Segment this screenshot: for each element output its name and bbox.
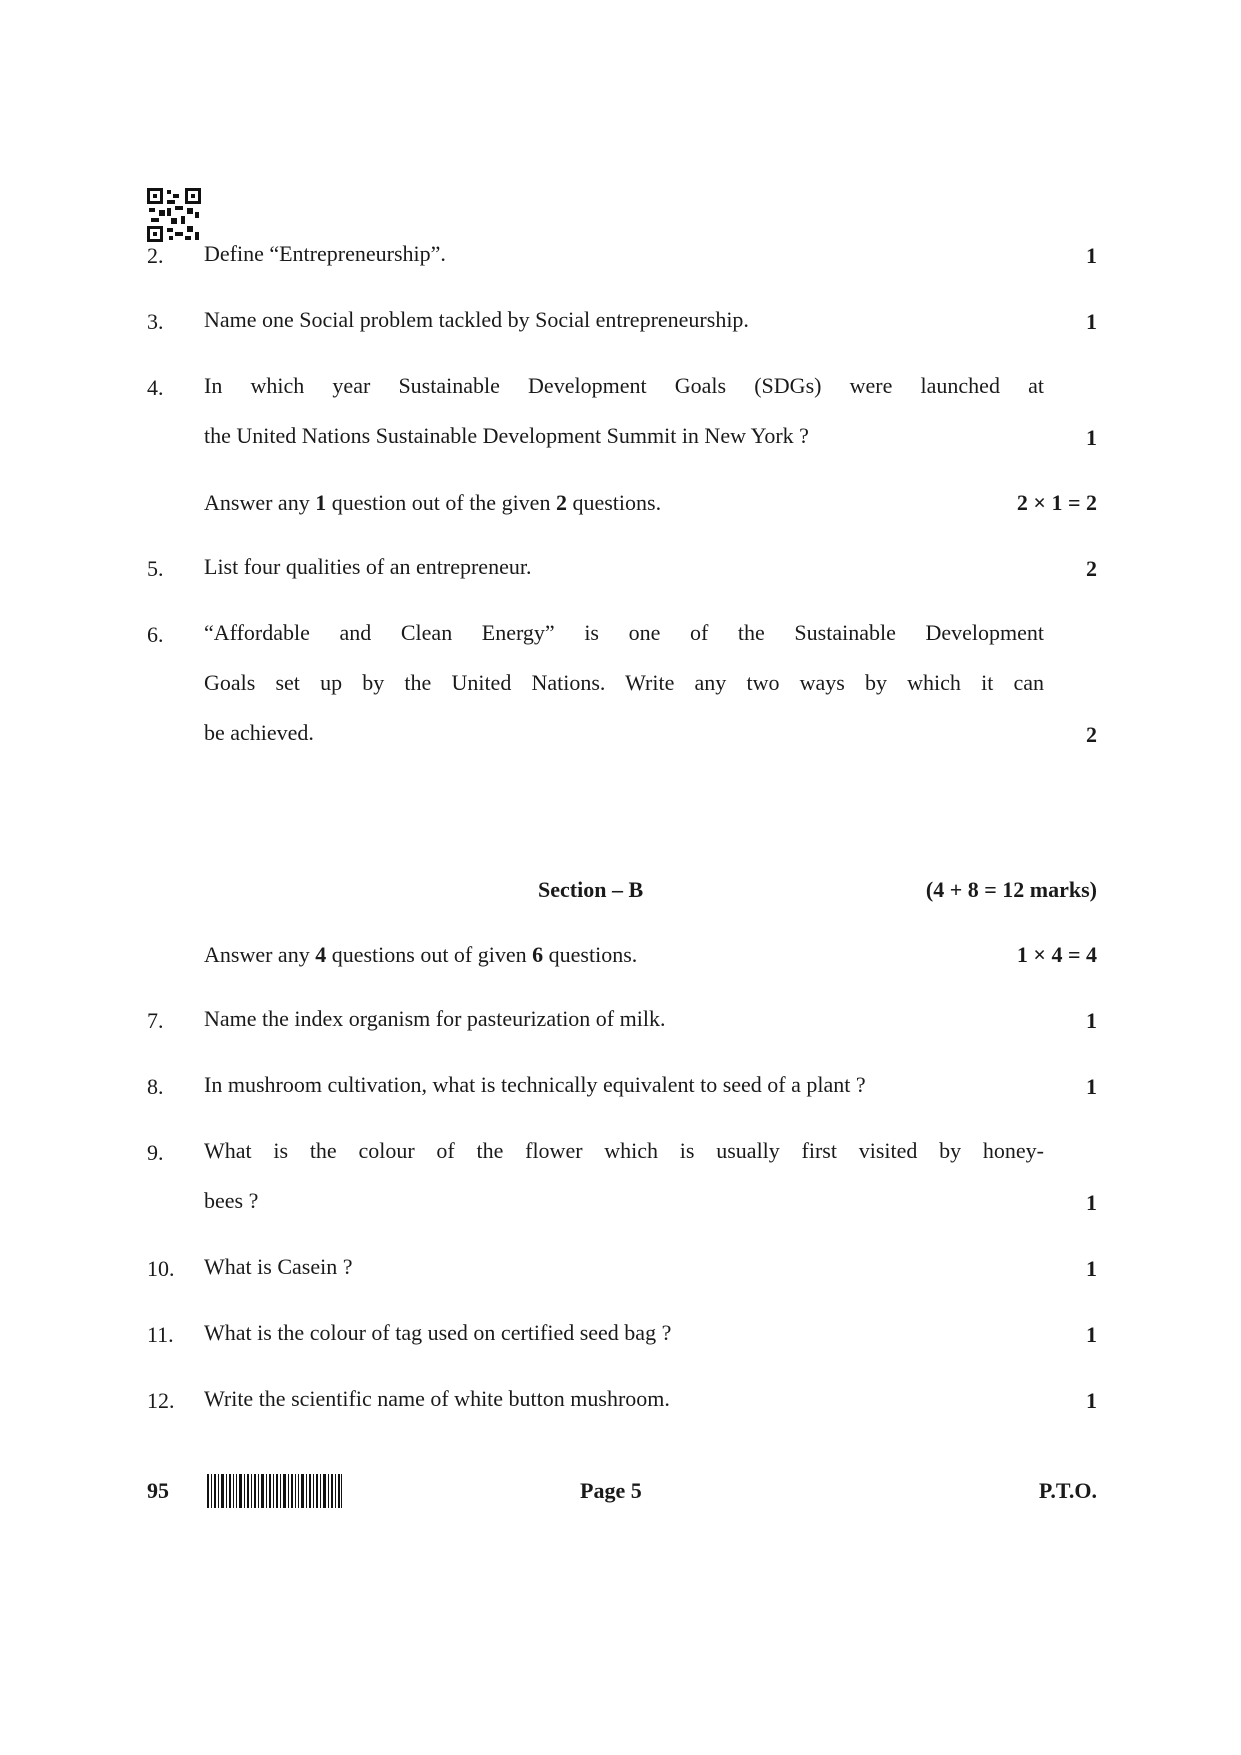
instruction-text: Answer any 4 questions out of given 6 questions.	[204, 942, 638, 967]
paper-code: 95	[147, 1478, 169, 1503]
question-text	[204, 1308, 1044, 1358]
barcode-icon	[207, 1474, 342, 1508]
question-line: What is the colour of tag used on certified seed bag ?	[204, 1320, 672, 1345]
question-line: the United Nations Sustainable Development Summit in New York ?	[204, 423, 809, 448]
question-marks: 1	[1086, 1322, 1097, 1347]
question-line: What is Casein ?	[204, 1254, 353, 1279]
question-line: Name the index organism for pasteurization of milk.	[204, 1006, 666, 1031]
question-line: be achieved.	[204, 720, 314, 745]
question-line: Write the scientific name of white button mushroom.	[204, 1386, 670, 1411]
question-text	[204, 994, 1044, 1044]
question-line: “Affordable and Clean Energy” is one of the Sustainable Development	[204, 620, 1044, 645]
question-marks: 1	[1086, 425, 1097, 450]
question-number: 9.	[147, 1140, 164, 1165]
question-marks: 1	[1086, 1008, 1097, 1033]
instruction-marks: 2 × 1 = 2	[1016, 490, 1097, 515]
question-line: In mushroom cultivation, what is technically equivalent to seed of a plant ?	[204, 1072, 866, 1097]
page-number: Page 5	[580, 1478, 642, 1503]
question-text	[204, 1126, 1044, 1226]
instruction-choice-a	[204, 490, 1097, 516]
question-number: 4.	[147, 375, 164, 400]
instruction-text: Answer any 1 question out of the given 2 questions.	[204, 490, 662, 515]
question-line: What is the colour of the flower which is usually first visited by honey-	[204, 1138, 1044, 1163]
question-text	[204, 295, 1044, 345]
question-marks: 1	[1086, 1388, 1097, 1413]
question-number: 2.	[147, 243, 164, 268]
question-marks: 1	[1086, 1190, 1097, 1215]
question-line: List four qualities of an entrepreneur.	[204, 554, 532, 579]
question-text	[204, 542, 1044, 592]
question-number: 12.	[147, 1388, 175, 1413]
question-number: 8.	[147, 1074, 164, 1099]
question-text	[204, 608, 1044, 758]
question-marks: 1	[1086, 1074, 1097, 1099]
question-text	[204, 361, 1044, 461]
question-number: 7.	[147, 1008, 164, 1033]
please-turn-over: P.T.O.	[1038, 1478, 1097, 1503]
question-number: 5.	[147, 556, 164, 581]
question-line: Name one Social problem tackled by Social entrepreneurship.	[204, 307, 749, 332]
question-number: 6.	[147, 622, 164, 647]
question-number: 11.	[147, 1322, 174, 1347]
instruction-marks: 1 × 4 = 4	[1016, 942, 1097, 967]
question-line: Goals set up by the United Nations. Write any two ways by which it can	[204, 670, 1044, 695]
instruction-choice-b	[204, 942, 1097, 968]
question-number: 10.	[147, 1256, 175, 1281]
question-marks: 1	[1086, 243, 1097, 268]
question-marks: 2	[1086, 556, 1097, 581]
qr-code-icon	[147, 188, 201, 242]
question-line: Define “Entrepreneurship”.	[204, 241, 446, 266]
question-marks: 2	[1086, 722, 1097, 747]
question-text	[204, 1060, 1044, 1110]
question-marks: 1	[1086, 1256, 1097, 1281]
question-line: In which year Sustainable Development Goals (SDGs) were launched at	[204, 373, 1044, 398]
question-number: 3.	[147, 309, 164, 334]
section-b-title: Section – B	[538, 877, 644, 902]
question-text	[204, 1242, 1044, 1292]
question-marks: 1	[1086, 309, 1097, 334]
question-text	[204, 229, 1044, 279]
question-text	[204, 1374, 1044, 1424]
section-b-marks: (4 + 8 = 12 marks)	[925, 877, 1097, 902]
question-line: bees ?	[204, 1188, 259, 1213]
